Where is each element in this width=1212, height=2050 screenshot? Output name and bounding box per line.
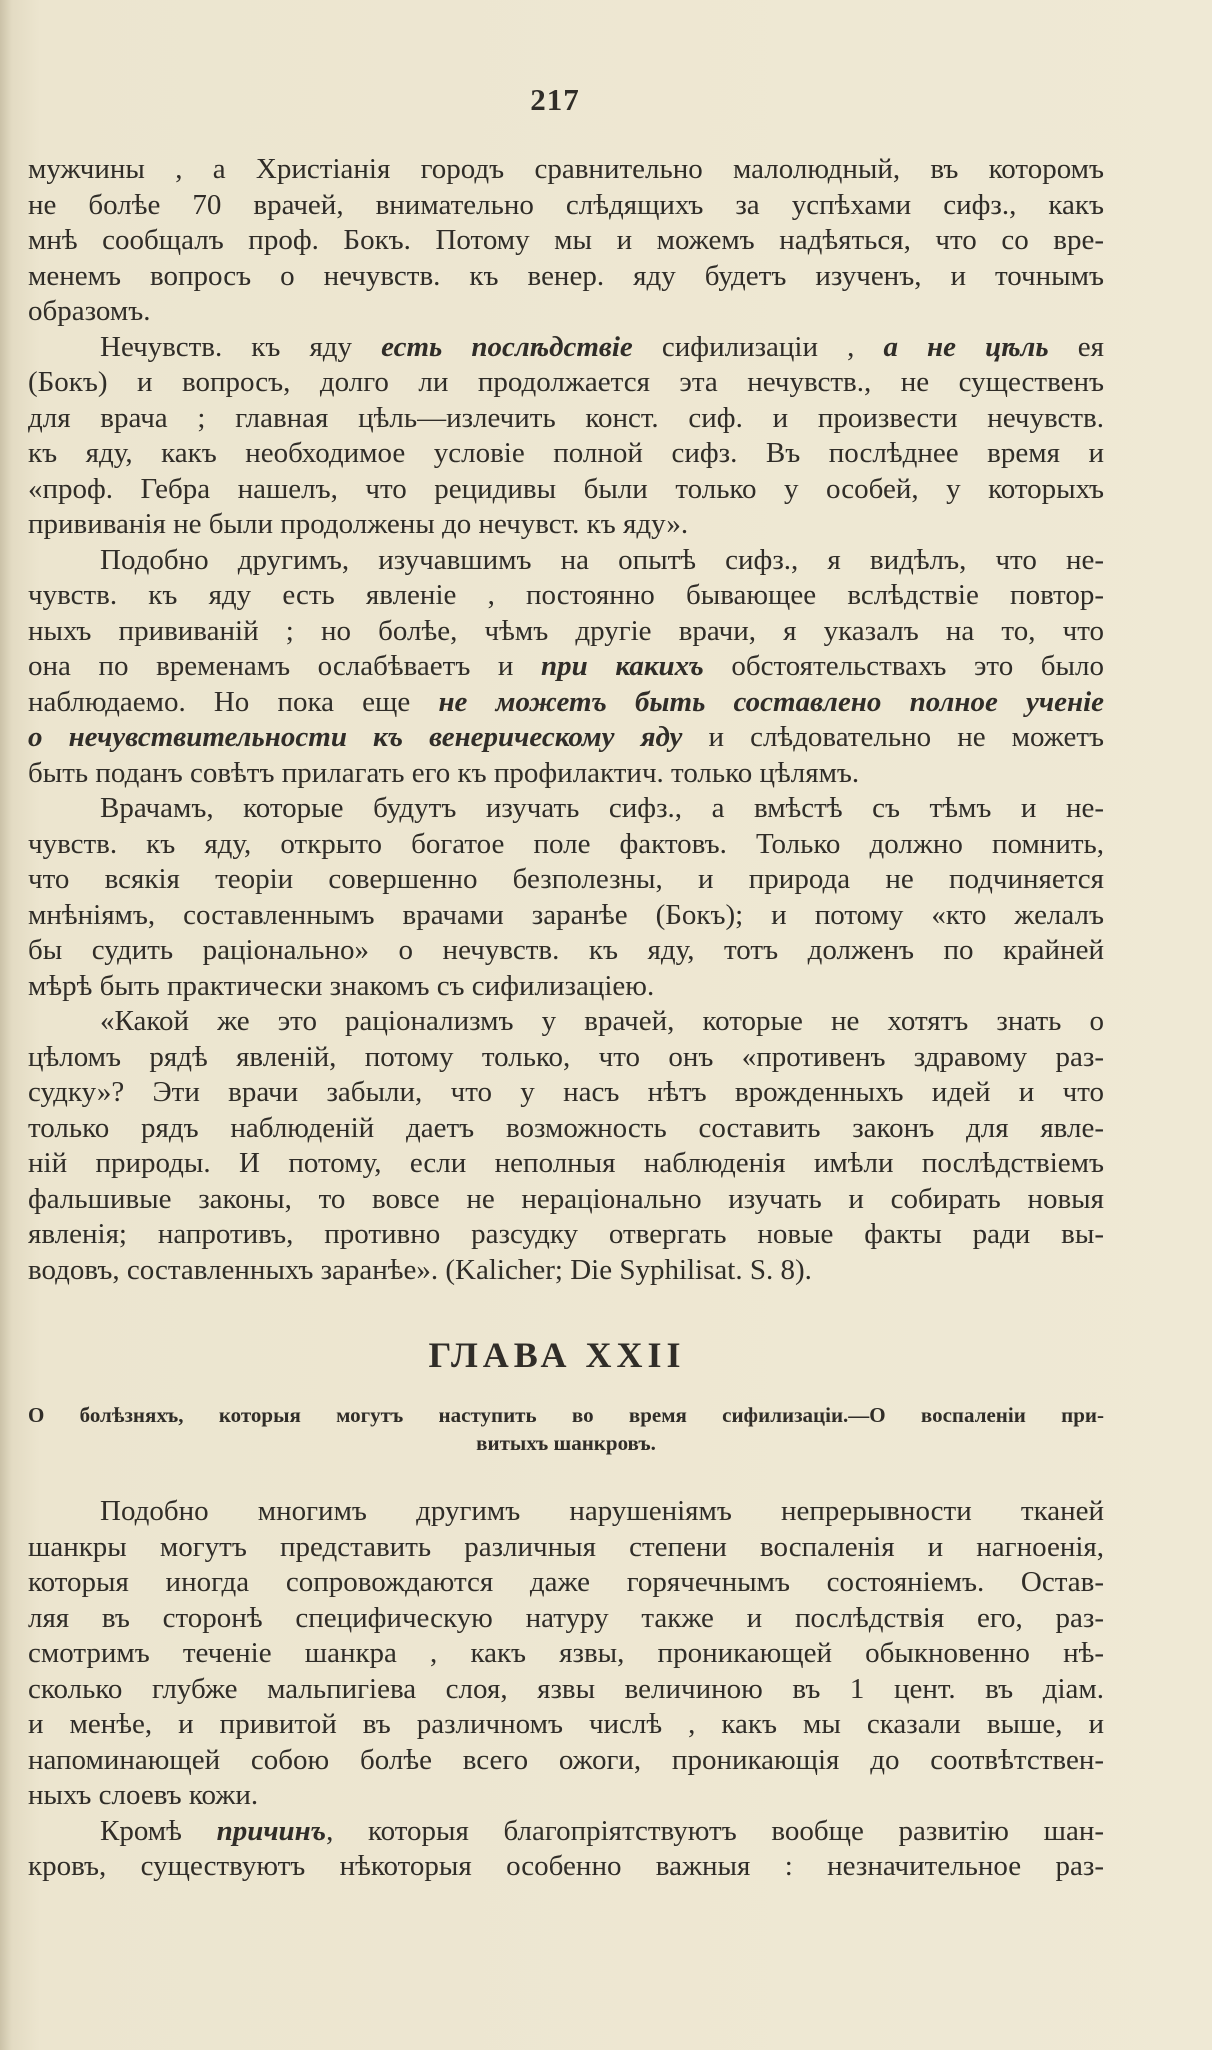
paragraph	[28, 791, 1104, 1004]
text-run: она по временамъ ослабѣваетъ и	[28, 650, 542, 682]
text-line: судку»? Эти врачи забыли, что у насъ нѣтъ врожденныхъ идей и что	[28, 1076, 1104, 1108]
text-run: наблюдаемо. Но пока еще	[28, 685, 439, 718]
text-line: мѣрѣ быть практически знакомъ съ сифилизаціею.	[28, 969, 655, 1002]
text-line: и менѣе, и привитой въ различномъ числѣ , какъ мы сказали выше, и	[28, 1708, 1104, 1740]
text-run: ея	[1048, 330, 1104, 363]
text-line: явленія; напротивъ, противно разсудку отвергать новые факты ради вы-	[28, 1218, 1104, 1250]
italic-text: при какихъ	[541, 650, 704, 682]
chapter-subtitle	[28, 1401, 1104, 1457]
chapter-title: ГЛАВА XXII	[428, 1335, 686, 1375]
text-line: менемъ вопросъ о нечувств. къ венер. яду будетъ изученъ, и точнымъ	[28, 259, 1104, 292]
text-line: мнѣ сообщалъ проф. Бокъ. Потому мы и можемъ надѣяться, что со вре-	[28, 224, 1104, 256]
text-line	[28, 649, 1104, 685]
text-line: ляя въ сторонѣ специфическую натуру также и послѣдствія его, раз-	[28, 1601, 1104, 1634]
text-run: сифилизаціи ,	[632, 330, 884, 363]
text-line: сколько глубже мальпигіева слоя, язвы величиною въ 1 цент. въ діам.	[28, 1672, 1104, 1705]
italic-text: есть послѣдствіе	[381, 330, 633, 363]
text-line: прививанія не были продолжены до нечувст. къ яду».	[28, 508, 689, 540]
text-line: «проф. Гебра нашелъ, что рецидивы были только у особей, у которыхъ	[28, 472, 1104, 505]
paragraph	[28, 1814, 1104, 1885]
text-line: шанкры могутъ представить различныя степени воспаленія и нагноенія,	[28, 1530, 1104, 1563]
paragraph	[28, 152, 1104, 330]
italic-text: причинъ	[216, 1814, 327, 1847]
text-run: Нечувств. къ яду	[100, 330, 382, 363]
text-line: образомъ.	[28, 295, 151, 327]
text-line: (Бокъ) и вопросъ, долго ли продолжается эта нечувств., не существенъ	[28, 366, 1104, 398]
paragraph	[28, 1494, 1104, 1814]
text-block-after-chapter	[28, 1494, 1104, 1885]
text-line: быть поданъ совѣтъ прилагать его къ профилактич. только цѣлямъ.	[28, 756, 860, 789]
paragraph	[28, 1004, 1104, 1288]
text-line: для врача ; главная цѣль—излечить конст. сиф. и произвести нечувств.	[28, 401, 1104, 434]
italic-text: а не цѣль	[883, 330, 1049, 363]
text-line: Подобно другимъ, изучавшимъ на опытѣ сифз., я видѣлъ, что не-	[100, 543, 1104, 576]
text-run: обстоятельствахъ это было	[703, 650, 1104, 682]
italic-text: о нечувствительности къ венерическому яду	[28, 721, 683, 753]
text-line: ныхъ прививаній ; но болѣе, чѣмъ другіе врачи, я указалъ на то, что	[28, 614, 1104, 647]
text-line: ныхъ слоевъ кожи.	[28, 1779, 259, 1811]
text-line: которыя иногда сопровождаются даже горячечнымъ состояніемъ. Остав-	[28, 1566, 1104, 1598]
italic-text: не можетъ быть составлено полное ученіе	[438, 685, 1104, 718]
paragraph	[28, 330, 1104, 543]
text-line: чувств. къ яду, открыто богатое поле фактовъ. Только должно помнить,	[28, 827, 1104, 860]
text-line: Подобно многимъ другимъ нарушеніямъ непрерывности тканей	[100, 1495, 1104, 1527]
text-line: цѣломъ рядѣ явленій, потому только, что онъ «противенъ здравому раз-	[28, 1040, 1104, 1073]
text-run: и слѣдовательно не можетъ	[682, 721, 1104, 753]
text-line: Врачамъ, которые будутъ изучать сифз., а вмѣстѣ съ тѣмъ и не-	[100, 792, 1104, 824]
text-run: , которыя благопріятствуютъ вообще развитію шан-	[326, 1814, 1104, 1847]
text-line: къ яду, какъ необходимое условіе полной сифз. Въ послѣднее время и	[28, 437, 1104, 469]
text-line: ній природы. И потому, если неполныя наблюденія имѣли послѣдствіемъ	[28, 1147, 1104, 1179]
text-line	[28, 685, 1104, 721]
text-line: «Какой же это раціонализмъ у врачей, которые не хотятъ знать о	[100, 1005, 1104, 1037]
page-number: 217	[530, 82, 580, 117]
text-block-before-chapter	[28, 152, 1104, 1288]
text-line: напоминающей собою болѣе всего ожоги, проникающія до соотвѣтствен-	[28, 1743, 1104, 1776]
text-line: смотримъ теченіе шанкра , какъ язвы, проникающей обыкновенно нѣ-	[28, 1637, 1104, 1669]
text-line: что всякія теоріи совершенно безполезны, и природа не подчиняется	[28, 863, 1104, 895]
text-run: Кромѣ	[100, 1814, 217, 1847]
text-line: фальшивые законы, то вовсе не нераціонально изучать и собирать новыя	[28, 1182, 1104, 1215]
text-line	[28, 1814, 1104, 1850]
text-line: мнѣніямъ, составленнымъ врачами заранѣе (Бокъ); и потому «кто желалъ	[28, 898, 1104, 931]
text-line: кровъ, существуютъ нѣкоторыя особенно важныя : незначительное раз-	[28, 1850, 1104, 1882]
text-line: бы судить раціонально» о нечувств. къ яду, тотъ долженъ по крайней	[28, 934, 1104, 966]
text-line: только рядъ наблюденій даетъ возможность составить законъ для явле-	[28, 1111, 1104, 1144]
text-line: водовъ, составленныхъ заранѣе». (Kalicher; Die Syphilisat. S. 8).	[28, 1253, 812, 1286]
text-line: мужчины , а Христіанія городъ сравнительно малолюдный, въ которомъ	[28, 153, 1104, 185]
subtitle-line: О болѣзняхъ, которыя могутъ наступить во время сифилизаціи.—О воспаленіи при-	[28, 1403, 1104, 1427]
text-line	[28, 720, 1104, 756]
paragraph	[28, 543, 1104, 792]
text-line	[28, 330, 1104, 366]
subtitle-line: витыхъ шанкровъ.	[476, 1431, 656, 1455]
text-line: не болѣе 70 врачей, внимательно слѣдящихъ за успѣхами сифз., какъ	[28, 188, 1104, 221]
text-line: чувств. къ яду есть явленіе , постоянно бывающее вслѣдствіе повтор-	[28, 579, 1104, 611]
